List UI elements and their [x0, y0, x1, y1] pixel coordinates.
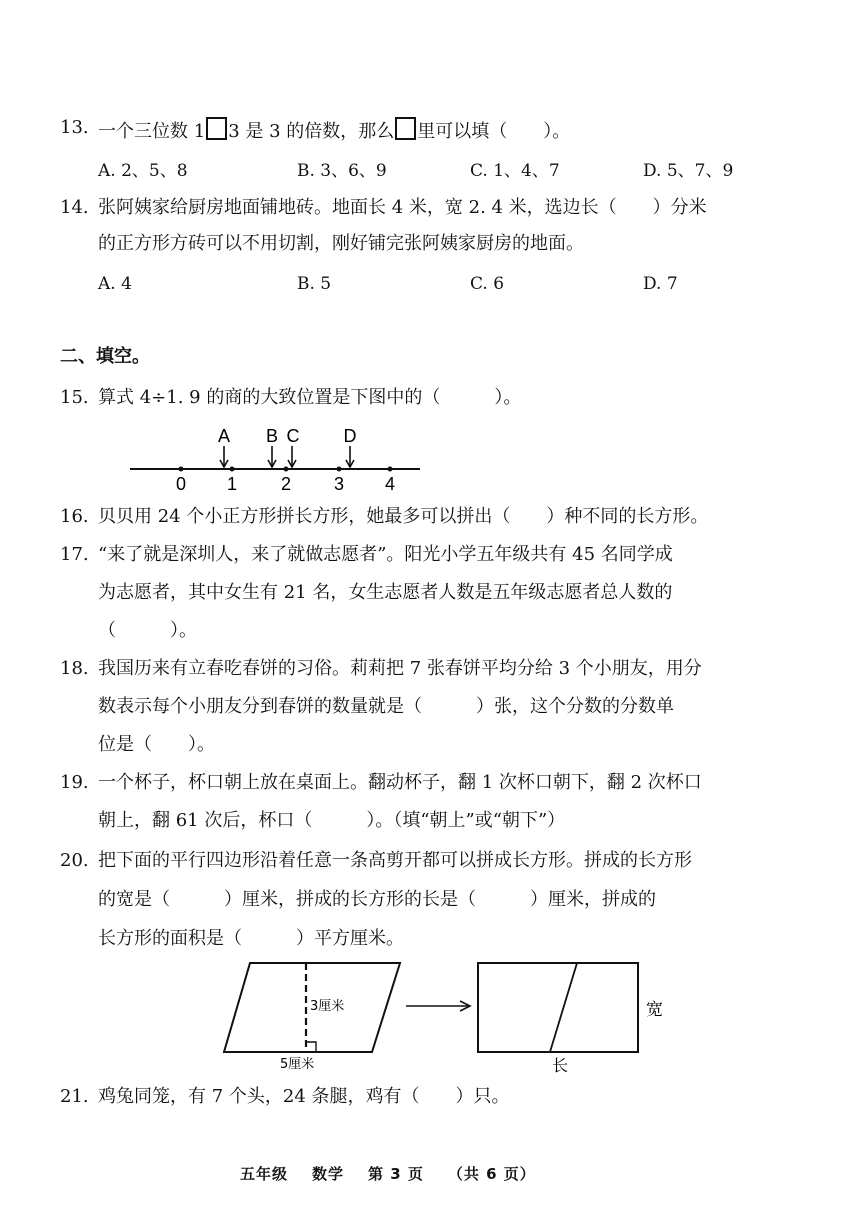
q14-option-a: A. 4 — [98, 274, 132, 294]
footer-grade: 五年级 — [240, 1165, 289, 1183]
q13-option-a: A. 2、5、8 — [98, 161, 188, 181]
q17-number: 17. — [60, 544, 89, 565]
q21-stem: 鸡兔同笼，有 7 个头，24 条腿，鸡有（ ）只。 — [98, 1086, 510, 1107]
q21-number: 21. — [60, 1086, 89, 1107]
blank-box — [395, 117, 416, 140]
footer-page: 第 3 页 — [368, 1165, 424, 1183]
q20-line2: 的宽是（ ）厘米，拼成的长方形的长是（ ）厘米，拼成的 — [98, 889, 656, 910]
q14-option-b: B. 5 — [297, 274, 332, 294]
q14-line1: 张阿姨家给厨房地面铺地砖。地面长 4 米，宽 2. 4 米，选边长（ ）分米 — [98, 197, 707, 218]
q13-number: 13. — [60, 117, 89, 138]
footer-total: （共 6 页） — [447, 1165, 536, 1183]
arrow-label-d: D — [343, 426, 357, 446]
number-line-figure — [120, 422, 440, 494]
q19-line2: 朝上，翻 61 次后，杯口（ ）。（填“朝上”或“朝下”） — [98, 810, 566, 831]
q14-option-c: C. 6 — [470, 274, 505, 294]
tick-label-4: 4 — [384, 474, 396, 494]
section-title: 二、填空。 — [60, 346, 150, 367]
q13-text-c: 里可以填（ ）。 — [417, 121, 571, 142]
tick-label-1: 1 — [226, 474, 238, 494]
q18-line2: 数表示每个小朋友分到春饼的数量就是（ ）张，这个分数的分数单 — [98, 696, 674, 717]
tick-label-0: 0 — [175, 474, 187, 494]
q18-line1: 我国历来有立春吃春饼的习俗。莉莉把 7 张春饼平均分给 3 个小朋友，用分 — [98, 658, 702, 679]
arrow-label-c: C — [286, 426, 300, 446]
arrow-label-a: A — [217, 426, 231, 446]
q15-stem: 算式 4÷1. 9 的商的大致位置是下图中的（ ）。 — [98, 387, 522, 408]
q16-stem: 贝贝用 24 个小正方形拼长方形，她最多可以拼出（ ）种不同的长方形。 — [98, 506, 709, 527]
arrow-b — [268, 446, 276, 467]
q14-option-d: D. 7 — [643, 274, 678, 294]
q18-line3: 位是（ ）。 — [98, 734, 215, 755]
q17-line2: 为志愿者，其中女生有 21 名，女生志愿者人数是五年级志愿者总人数的 — [98, 582, 673, 603]
q13-option-d: D. 5、7、9 — [643, 161, 734, 181]
q17-line1: “来了就是深圳人，来了就做志愿者”。阳光小学五年级共有 45 名同学成 — [98, 544, 673, 565]
q19-line1: 一个杯子，杯口朝上放在桌面上。翻动杯子，翻 1 次杯口朝下，翻 2 次杯口 — [98, 772, 702, 793]
q14-number: 14. — [60, 197, 89, 218]
height-label: 3厘米 — [310, 999, 345, 1014]
arrow-d — [346, 446, 354, 467]
arrow-label-b: B — [265, 426, 279, 446]
blank-box — [206, 117, 227, 140]
footer-subject: 数学 — [312, 1165, 345, 1183]
q20-number: 20. — [60, 850, 89, 871]
q13-text-b: 3 是 3 的倍数，那么 — [228, 121, 395, 142]
length-label: 长 — [552, 1056, 569, 1075]
q18-number: 18. — [60, 658, 89, 679]
tick-label-3: 3 — [333, 474, 345, 494]
q13-option-b: B. 3、6、9 — [297, 161, 387, 181]
q19-number: 19. — [60, 772, 89, 793]
q20-line3: 长方形的面积是（ ）平方厘米。 — [98, 928, 404, 949]
q14-line2: 的正方形方砖可以不用切割，刚好铺完张阿姨家厨房的地面。 — [98, 233, 584, 254]
tick-label-2: 2 — [280, 474, 292, 494]
arrow-c — [288, 446, 296, 467]
q15-number: 15. — [60, 387, 89, 408]
parallelogram-figure — [220, 955, 680, 1075]
page-footer — [240, 1163, 560, 1184]
width-label: 宽 — [646, 1000, 663, 1020]
q17-line3: （ ）。 — [98, 620, 197, 641]
q13-stem — [98, 117, 570, 143]
base-label: 5厘米 — [280, 1057, 315, 1072]
q13-text-a: 一个三位数 1 — [98, 121, 206, 142]
arrow-a — [220, 446, 228, 467]
q16-number: 16. — [60, 506, 89, 527]
q13-option-c: C. 1、4、7 — [470, 161, 560, 181]
q20-line1: 把下面的平行四边形沿着任意一条高剪开都可以拼成长方形。拼成的长方形 — [98, 850, 692, 871]
